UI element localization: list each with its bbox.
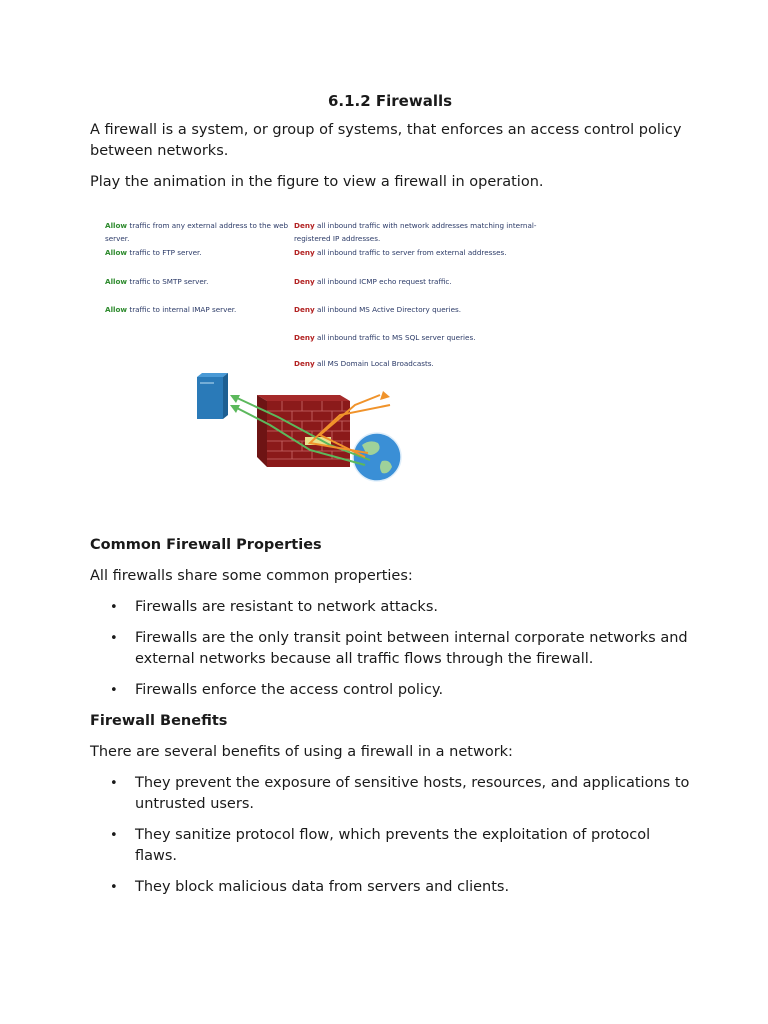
bullet-icon: • (110, 683, 118, 698)
server-icon (197, 373, 228, 419)
bullet-icon: • (110, 828, 118, 843)
deny-rule-1: Deny all inbound traffic with network addresses matching internal- (294, 221, 537, 230)
bullet-icon: • (110, 631, 118, 646)
list-item: • They prevent the exposure of sensitive hosts, resources, and applications to untrusted users. (110, 775, 690, 812)
deny-rule-5: Deny all inbound traffic to MS SQL server queries. (294, 333, 476, 342)
allow-rule-4: Allow traffic to internal IMAP server. (105, 305, 237, 314)
deny-rule-1-cont: registered IP addresses. (294, 234, 381, 243)
document-page (90, 92, 690, 908)
list-item: • They sanitize protocol flow, which prevents the exploitation of protocol flaws. (110, 827, 651, 864)
list-item: • They block malicious data from servers and clients. (90, 877, 690, 898)
common-properties-lead: All firewalls share some common properties: (90, 568, 413, 584)
firewall-figure[interactable] (90, 205, 690, 505)
allow-rule-1-cont: server. (105, 234, 130, 243)
page-title: 6.1.2 Firewalls (327, 92, 453, 110)
firewall-benefits-heading: Firewall Benefits (90, 713, 228, 729)
deny-rule-3: Deny all inbound ICMP echo request traffic. (294, 277, 452, 286)
bullet-icon: • (110, 880, 118, 895)
list-item: • Firewalls are the only transit point between internal corporate networks and external networks because all traffic flows through the firewall. (110, 630, 688, 667)
list-item: • Firewalls enforce the access control policy. (90, 680, 690, 701)
allow-rule-3: Allow traffic to SMTP server. (105, 277, 209, 286)
common-properties-heading: Common Firewall Properties (90, 537, 322, 553)
instruction-paragraph: Play the animation in the figure to view a firewall in operation. (90, 174, 544, 190)
firewall-benefits-list (90, 773, 690, 898)
intro-paragraph: A firewall is a system, or group of systems, that enforces an access control policy between networks. (90, 122, 682, 159)
firewall-illustration (190, 365, 430, 485)
deny-rule-6: Deny all MS Domain Local Broadcasts. (294, 359, 434, 368)
deny-rule-4: Deny all inbound MS Active Directory queries. (294, 305, 462, 314)
allow-rule-2: Allow traffic to FTP server. (105, 248, 202, 257)
common-properties-list (90, 597, 690, 701)
bullet-icon: • (110, 776, 118, 791)
allow-rule-1: Allow traffic from any external address to the web (105, 221, 289, 230)
list-item: • Firewalls are resistant to network attacks. (90, 597, 690, 618)
deny-rule-2: Deny all inbound traffic to server from external addresses. (294, 248, 507, 257)
bullet-icon: • (110, 600, 118, 615)
firewall-benefits-lead: There are several benefits of using a firewall in a network: (90, 744, 513, 760)
